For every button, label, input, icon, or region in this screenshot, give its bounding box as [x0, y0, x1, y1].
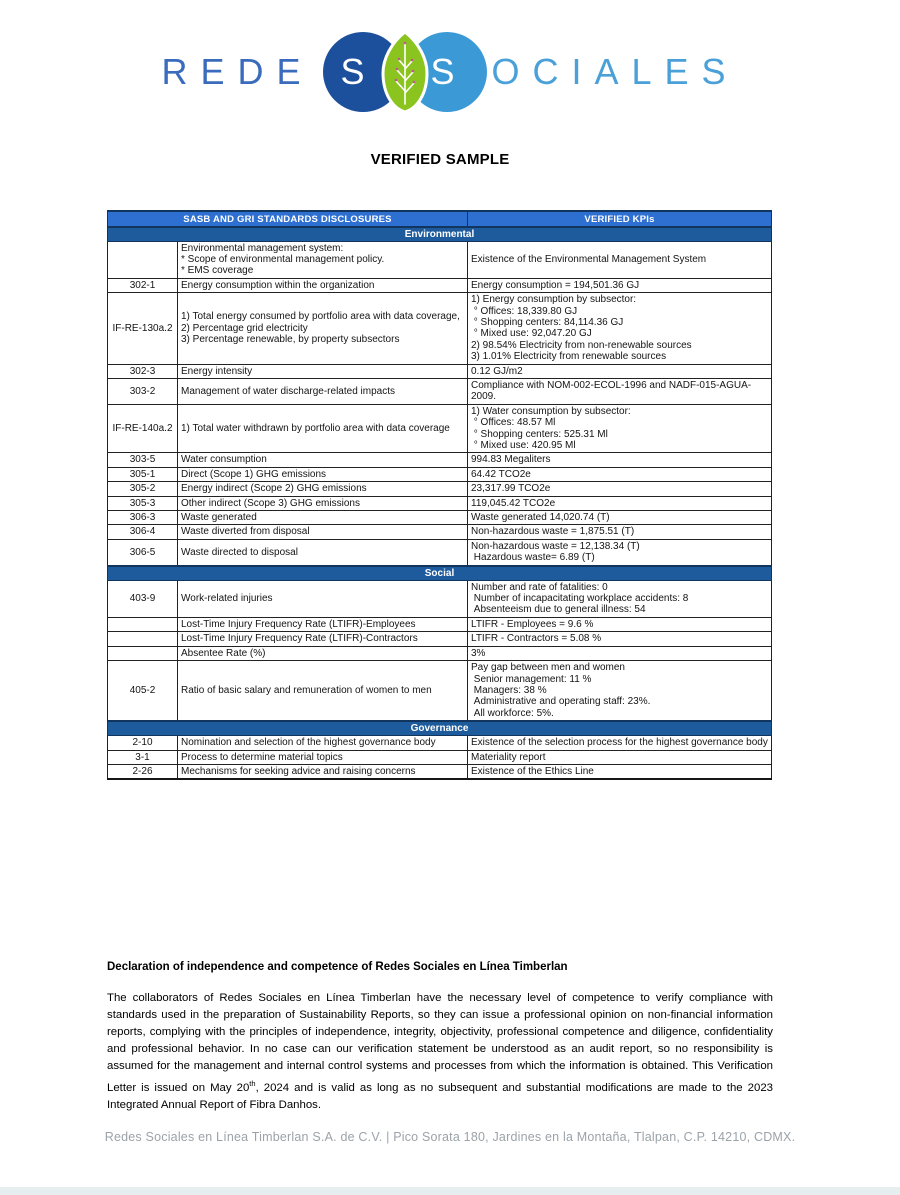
table-row: [108, 293, 772, 364]
cell-line: 23,317.99 TCO2e: [471, 483, 551, 495]
disclosure-code: 2-26: [108, 764, 178, 779]
table-row: [108, 764, 772, 779]
table-row: [108, 617, 772, 631]
cell-line: Non-hazardous waste = 12,138.34 (T): [471, 540, 640, 552]
disclosure-code: 303-5: [108, 453, 178, 467]
cell-line: Existence of the Ethics Line: [471, 765, 594, 777]
disclosure-code: 305-2: [108, 482, 178, 496]
cell-line: ° Mixed use: 92,047.20 GJ: [471, 328, 592, 340]
cell-line: 994.83 Megaliters: [471, 454, 551, 466]
cell-line: Mechanisms for seeking advice and raising concerns: [181, 765, 416, 777]
disclosure-code: 306-4: [108, 525, 178, 539]
verified-kpi: [468, 453, 772, 467]
table-row: [108, 496, 772, 510]
table-row: [108, 632, 772, 646]
disclosure-code: 305-3: [108, 496, 178, 510]
cell-line: Senior management: 11 %: [471, 673, 592, 685]
logo-letter-s-dark: S: [340, 51, 365, 92]
table-row: [108, 378, 772, 404]
cell-line: 64.42 TCO2e: [471, 468, 531, 480]
cell-line: LTIFR - Contractors = 5.08 %: [471, 633, 602, 645]
disclosure-code: 302-3: [108, 364, 178, 378]
disclosure-text: [178, 378, 468, 404]
verified-kpi: [468, 496, 772, 510]
disclosure-code: 305-1: [108, 467, 178, 481]
cell-line: Administrative and operating staff: 23%.: [471, 696, 651, 708]
table-row: [108, 482, 772, 496]
cell-line: ° Offices: 48.57 Ml: [471, 417, 556, 429]
verified-kpi: [468, 617, 772, 631]
disclosure-text: [178, 364, 468, 378]
cell-line: Ratio of basic salary and remuneration of women to men: [181, 684, 432, 696]
cell-line: Energy indirect (Scope 2) GHG emissions: [181, 483, 367, 495]
cell-line: Number and rate of fatalities: 0: [471, 581, 608, 593]
cell-line: Other indirect (Scope 3) GHG emissions: [181, 497, 360, 509]
cell-line: Lost-Time Injury Frequency Rate (LTIFR)-Employees: [181, 618, 416, 630]
cell-line: 1) Total water withdrawn by portfolio area with data coverage: [181, 422, 450, 434]
disclosure-code: [108, 241, 178, 278]
cell-line: ° Offices: 18,339.80 GJ: [471, 305, 578, 317]
disclosure-code: [108, 632, 178, 646]
cell-line: Work-related injuries: [181, 593, 273, 605]
disclosure-text: [178, 241, 468, 278]
leaf-icon: [381, 31, 429, 118]
table-row: [108, 453, 772, 467]
kpi-table: [107, 210, 772, 780]
cell-line: Energy consumption within the organization: [181, 279, 375, 291]
disclosure-text: [178, 278, 468, 292]
verified-kpi: [468, 378, 772, 404]
header-kpis: VERIFIED KPIs: [468, 211, 772, 227]
verified-kpi: [468, 404, 772, 453]
section-row-environmental: [108, 227, 772, 242]
disclosure-code: IF-RE-130a.2: [108, 293, 178, 364]
cell-line: Energy consumption = 194,501.36 GJ: [471, 279, 640, 291]
cell-line: Number of incapacitating workplace accidents: 8: [471, 593, 689, 605]
cell-line: Hazardous waste= 6.89 (T): [471, 552, 595, 564]
section-label: Social: [108, 566, 772, 581]
cell-line: Absenteeism due to general illness: 54: [471, 604, 646, 616]
disclosure-code: [108, 646, 178, 660]
table-row: [108, 364, 772, 378]
verified-kpi: [468, 511, 772, 525]
section-row-social: [108, 566, 772, 581]
disclosure-text: [178, 293, 468, 364]
cell-line: * Scope of environmental management policy.: [181, 253, 385, 265]
cell-line: Waste diverted from disposal: [181, 526, 310, 538]
cell-line: Existence of the Environmental Management System: [471, 253, 707, 265]
disclosure-text: [178, 539, 468, 565]
verified-kpi: [468, 580, 772, 617]
disclosure-text: [178, 525, 468, 539]
cell-line: Direct (Scope 1) GHG emissions: [181, 468, 327, 480]
section-label: Governance: [108, 721, 772, 736]
cell-line: ° Shopping centers: 525.31 Ml: [471, 428, 608, 440]
footer-text: Redes Sociales en Línea Timberlan S.A. de C.V. | Pico Sorata 180, Jardines en la Montaña, Tlalpan, C.P. 14210, CDMX.: [104, 1130, 796, 1144]
declaration-ordinal-sup: th: [249, 1079, 256, 1088]
logo-text-sociales: OCIALES: [491, 51, 739, 92]
cell-line: Environmental management system:: [181, 242, 344, 254]
disclosure-code: 2-10: [108, 736, 178, 750]
section-row-governance: [108, 721, 772, 736]
cell-line: 1) Water consumption by subsector:: [471, 405, 631, 417]
disclosure-code: 3-1: [108, 750, 178, 764]
disclosure-text: [178, 511, 468, 525]
disclosure-text: [178, 496, 468, 510]
verified-kpi: [468, 482, 772, 496]
table-row: [108, 539, 772, 565]
cell-line: * EMS coverage: [181, 265, 254, 277]
disclosure-code: 405-2: [108, 661, 178, 722]
verified-kpi: [468, 750, 772, 764]
disclosure-code: 306-3: [108, 511, 178, 525]
cell-line: Pay gap between men and women: [471, 662, 625, 674]
cell-line: 119,045.42 TCO2e: [471, 497, 556, 509]
cell-line: Non-hazardous waste = 1,875.51 (T): [471, 526, 635, 538]
verified-kpi: [468, 661, 772, 722]
table-row: [108, 278, 772, 292]
disclosure-text: [178, 404, 468, 453]
table-row: [108, 750, 772, 764]
verified-kpi: [468, 364, 772, 378]
cell-line: Absentee Rate (%): [181, 647, 266, 659]
disclosure-code: 306-5: [108, 539, 178, 565]
cell-line: Management of water discharge-related impacts: [181, 385, 395, 397]
cell-line: Compliance with NOM-002-ECOL-1996 and NADF-015-AGUA-2009.: [471, 379, 752, 403]
disclosure-code: [108, 617, 178, 631]
verified-kpi: [468, 293, 772, 364]
verified-kpi: [468, 764, 772, 779]
verified-kpi: [468, 632, 772, 646]
disclosure-text: [178, 482, 468, 496]
section-label: Environmental: [108, 227, 772, 242]
cell-line: 3%: [471, 647, 486, 659]
logo-text-redes: REDE: [161, 51, 314, 92]
declaration-body-part2: , 2024 and is valid as long as no subsequent and substantial modifications are made to the 2023 Integrated Annual Report of Fibra Danhos.: [107, 1081, 773, 1111]
table-row: [108, 525, 772, 539]
table-row: [108, 511, 772, 525]
cell-line: LTIFR - Employees = 9.6 %: [471, 618, 594, 630]
verified-kpi: [468, 241, 772, 278]
verified-kpi: [468, 467, 772, 481]
logo: [0, 32, 900, 112]
cell-line: Waste generated: [181, 512, 257, 524]
cell-line: 3) Percentage renewable, by property subsectors: [181, 334, 400, 346]
disclosure-code: 302-1: [108, 278, 178, 292]
disclosure-code: 303-2: [108, 378, 178, 404]
disclosure-code: 403-9: [108, 580, 178, 617]
cell-line: ° Shopping centers: 84,114.36 GJ: [471, 316, 624, 328]
disclosure-text: [178, 646, 468, 660]
cell-line: Energy intensity: [181, 365, 253, 377]
disclosure-text: [178, 736, 468, 750]
cell-line: Existence of the selection process for the highest governance body: [471, 737, 768, 749]
verified-kpi: [468, 646, 772, 660]
cell-line: 3) 1.01% Electricity from renewable sources: [471, 351, 667, 363]
declaration-section: [107, 961, 773, 1114]
cell-line: Managers: 38 %: [471, 684, 547, 696]
verified-kpi: [468, 278, 772, 292]
table-row: [108, 736, 772, 750]
cell-line: All workforce: 5%.: [471, 707, 554, 719]
table-row: [108, 404, 772, 453]
disclosure-text: [178, 467, 468, 481]
table-row: [108, 646, 772, 660]
cell-line: 2) 98.54% Electricity from non-renewable sources: [471, 339, 692, 351]
logo-circles: [323, 32, 487, 112]
cell-line: Waste directed to disposal: [181, 546, 298, 558]
page-title: VERIFIED SAMPLE: [370, 151, 510, 168]
disclosure-code: IF-RE-140a.2: [108, 404, 178, 453]
declaration-body-part1: The collaborators of Redes Sociales en Línea Timberlan have the necessary level of competence to verify compliance with standards used in the preparation of Sustainability Reports, so they can issue a professional opinion on non-financial information reports, complying with the principles of independence, integrity, objectivity, professional competence and diligence, confidentiality and professional behavior. In no case can our verification statement be understood as an audit report, so no responsibility is assumed for the management and internal control systems and processes from which the information is obtained. This Verification Letter is issued on May 20: [107, 992, 773, 1094]
disclosure-text: [178, 632, 468, 646]
cell-line: 0.12 GJ/m2: [471, 365, 523, 377]
cell-line: 1) Total energy consumed by portfolio area with data coverage,: [181, 311, 460, 323]
disclosure-text: [178, 580, 468, 617]
cell-line: ° Mixed use: 420.95 Ml: [471, 440, 576, 451]
table-row: [108, 241, 772, 278]
verified-kpi: [468, 525, 772, 539]
disclosure-text: [178, 453, 468, 467]
table-row: [108, 467, 772, 481]
disclosure-text: [178, 661, 468, 722]
disclosure-text: [178, 764, 468, 779]
cell-line: Nomination and selection of the highest governance body: [181, 737, 436, 749]
cell-line: 1) Energy consumption by subsector:: [471, 294, 637, 306]
header-disclosures: SASB AND GRI STANDARDS DISCLOSURES: [108, 211, 468, 227]
table-header-row: [108, 211, 772, 227]
cell-line: Lost-Time Injury Frequency Rate (LTIFR)-Contractors: [181, 633, 418, 645]
cell-line: Water consumption: [181, 454, 267, 466]
verified-kpi: [468, 539, 772, 565]
table-row: [108, 661, 772, 722]
cell-line: Materiality report: [471, 751, 546, 763]
cell-line: 2) Percentage grid electricity: [181, 322, 308, 334]
bottom-bar: [0, 1187, 900, 1195]
disclosure-text: [178, 617, 468, 631]
logo-letter-s-light: S: [430, 51, 455, 92]
declaration-body: [107, 990, 773, 1114]
verified-kpi: [468, 736, 772, 750]
declaration-heading: Declaration of independence and competence of Redes Sociales en Línea Timberlan: [107, 961, 568, 973]
cell-line: Waste generated 14,020.74 (T): [471, 512, 610, 524]
table-row: [108, 580, 772, 617]
cell-line: Process to determine material topics: [181, 751, 343, 763]
disclosure-text: [178, 750, 468, 764]
